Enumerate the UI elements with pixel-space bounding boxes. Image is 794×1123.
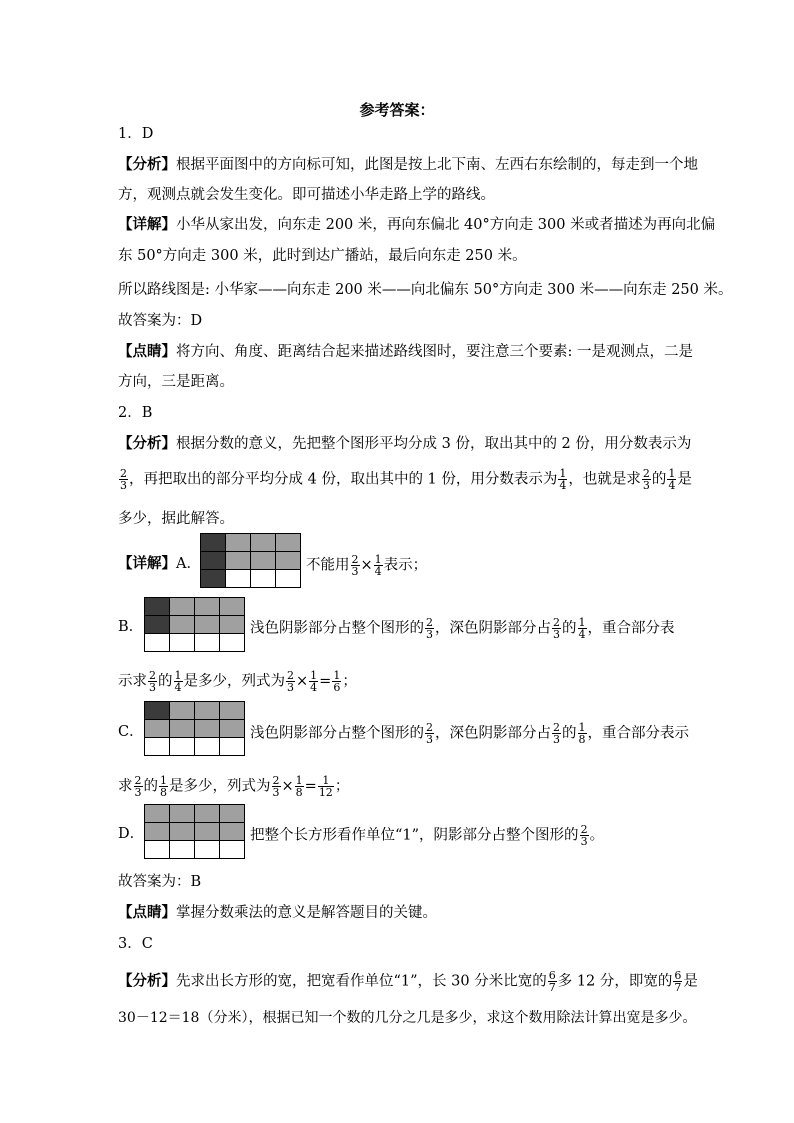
q1-tip-tag: 【点睛】	[118, 343, 176, 360]
fraction: $\frac{2}{3}$	[134, 774, 142, 799]
option-b-text: 浅色阴影部分占整个图形的 $\frac{2}{3}$ ，深色阴影部分占 $\frac{2}{3}$ 的 $\frac{1}{4}$ ，重合部分表	[250, 616, 675, 641]
q2-analysis-line2: $\frac{2}{3}$ ，再把取出的部分平均分成 4 份，取出其中的 1 份，用分数表示为 $\frac{1}{4}$ ，也就是求 $\frac{2}{3}$ 的 $\frac{1}{4}$ 是	[120, 467, 692, 492]
option-d-text: 把整个长方形看作单位“1”，阴影部分占整个图形的 $\frac{2}{3}$ 。	[250, 823, 605, 848]
q1-tip-line2: 方向，三是距离。	[118, 374, 234, 390]
q2-answer: 2．B	[118, 405, 153, 421]
q2-tip-tag: 【点睛】	[118, 904, 176, 921]
option-c-grid	[144, 701, 245, 756]
fraction: $\frac{2}{3}$	[272, 774, 280, 799]
fraction: $\frac{2}{3}$	[149, 669, 156, 694]
q2-conclusion: 故答案为：B	[118, 874, 202, 890]
fraction: $\frac{6}{7}$	[674, 969, 682, 994]
fraction: $\frac{2}{3}$	[426, 616, 433, 641]
option-c-line2: 求 $\frac{2}{3}$ 的 $\frac{1}{8}$ 是多少，列式为 $\frac{2}{3}$ × $\frac{1}{8}$ = $\frac{1}{12}$ ；	[118, 774, 350, 799]
q2-option-d-label: D．	[118, 826, 145, 842]
option-a-grid	[200, 533, 301, 588]
q1-conclusion: 故答案为：D	[118, 313, 203, 329]
q1-detail-tag: 【详解】	[118, 216, 176, 233]
fraction: $\frac{2}{3}$	[580, 823, 588, 848]
fraction: $\frac{2}{3}$	[351, 553, 359, 578]
fraction: $\frac{2}{3}$	[553, 616, 560, 641]
fraction: $\frac{2}{3}$	[642, 467, 650, 492]
q3-analysis-line1: 【分析】先求出长方形的宽，把宽看作单位“1”，长 30 分米比宽的 $\frac{6}{7}$ 多 12 分，即宽的 $\frac{6}{7}$ 是	[118, 969, 698, 994]
q2-analysis-line1	[118, 434, 691, 454]
option-d-grid	[144, 804, 245, 859]
q1-analysis-text1: 根据平面图中的方向标可知，此图是按上北下南、左西右东绘制的，每走到一个地	[176, 157, 698, 173]
fraction: $\frac{2}{3}$	[120, 467, 127, 492]
q2-option-c-label: C．	[118, 724, 144, 740]
option-b-line2: 示求 $\frac{2}{3}$ 的 $\frac{1}{4}$ 是多少，列式为 $\frac{2}{3}$ × $\frac{1}{4}$ = $\frac{1}{6}$ ；	[118, 669, 357, 694]
q3-answer: 3．C	[118, 936, 153, 952]
fraction: $\frac{2}{3}$	[287, 669, 294, 694]
fraction: $\frac{1}{8}$	[295, 774, 303, 799]
fraction: $\frac{1}{6}$	[333, 669, 341, 694]
q1-route: 所以路线图是: 小华家——向东走 200 米——向北偏东 50°方向走 300 米——向东走 250 米。	[118, 282, 733, 298]
q3-analysis-line2: 30－12＝18（分米），根据已知一个数的几分之几是多少，求这个数用除法计算出宽是多少。	[118, 1010, 697, 1026]
q2-detail-tag: 【详解】	[118, 555, 176, 572]
page-title: 参考答案：	[359, 101, 435, 119]
q2-option-a-line: 【详解】A．	[118, 555, 201, 572]
q1-analysis-line1	[118, 155, 698, 175]
option-a-text: 不能用 $\frac{2}{3}$ × $\frac{1}{4}$ 表示；	[306, 553, 428, 578]
option-c-text: 浅色阴影部分占整个图形的 $\frac{2}{3}$ ，深色阴影部分占 $\frac{2}{3}$ 的 $\frac{1}{8}$ ，重合部分表示	[250, 721, 689, 746]
fraction: $\frac{2}{3}$	[553, 721, 560, 746]
option-b-grid	[144, 597, 245, 652]
fraction: $\frac{1}{4}$	[174, 669, 182, 694]
q2-analysis-line3: 多少，据此解答。	[118, 511, 234, 527]
q1-answer: 1．D	[118, 126, 154, 142]
q1-tip-line1	[118, 342, 693, 362]
q1-detail-line1	[118, 215, 715, 235]
fraction: $\frac{2}{3}$	[426, 721, 433, 746]
fraction: $\frac{6}{7}$	[548, 969, 556, 994]
q2-analysis-tag: 【分析】	[118, 435, 176, 452]
q2-analysis-text1: 根据分数的意义，先把整个图形平均分成 3 份，取出其中的 2 份，用分数表示为	[176, 436, 692, 452]
q2-tip: 【点睛】掌握分数乘法的意义是解答题目的关键。	[118, 904, 437, 921]
q1-tip-text1: 将方向、角度、距离结合起来描述路线图时，要注意三个要素: 一是观测点，二是	[176, 344, 693, 360]
q3-analysis-tag: 【分析】	[118, 972, 176, 990]
fraction: $\frac{1}{4}$	[559, 467, 567, 492]
fraction: $\frac{1}{4}$	[668, 467, 676, 492]
q1-analysis-line2: 方，观测点就会发生变化。即可描述小华走路上学的路线。	[118, 187, 495, 203]
fraction: $\frac{1}{8}$	[578, 721, 586, 746]
fraction: $\frac{1}{4}$	[578, 616, 586, 641]
fraction: $\frac{1}{4}$	[374, 553, 382, 578]
fraction: $\frac{1}{12}$	[318, 774, 333, 799]
q1-analysis-tag: 【分析】	[118, 156, 176, 173]
q1-detail-line2: 东 50°方向走 300 米，此时到达广播站，最后向东走 250 米。	[118, 248, 527, 264]
q2-option-b-label: B．	[118, 619, 144, 635]
fraction: $\frac{1}{8}$	[160, 774, 167, 799]
q1-detail-text1: 小华从家出发，向东走 200 米，再向东偏北 40°方向走 300 米或者描述为再向北偏	[176, 217, 716, 233]
fraction: $\frac{1}{4}$	[310, 669, 318, 694]
